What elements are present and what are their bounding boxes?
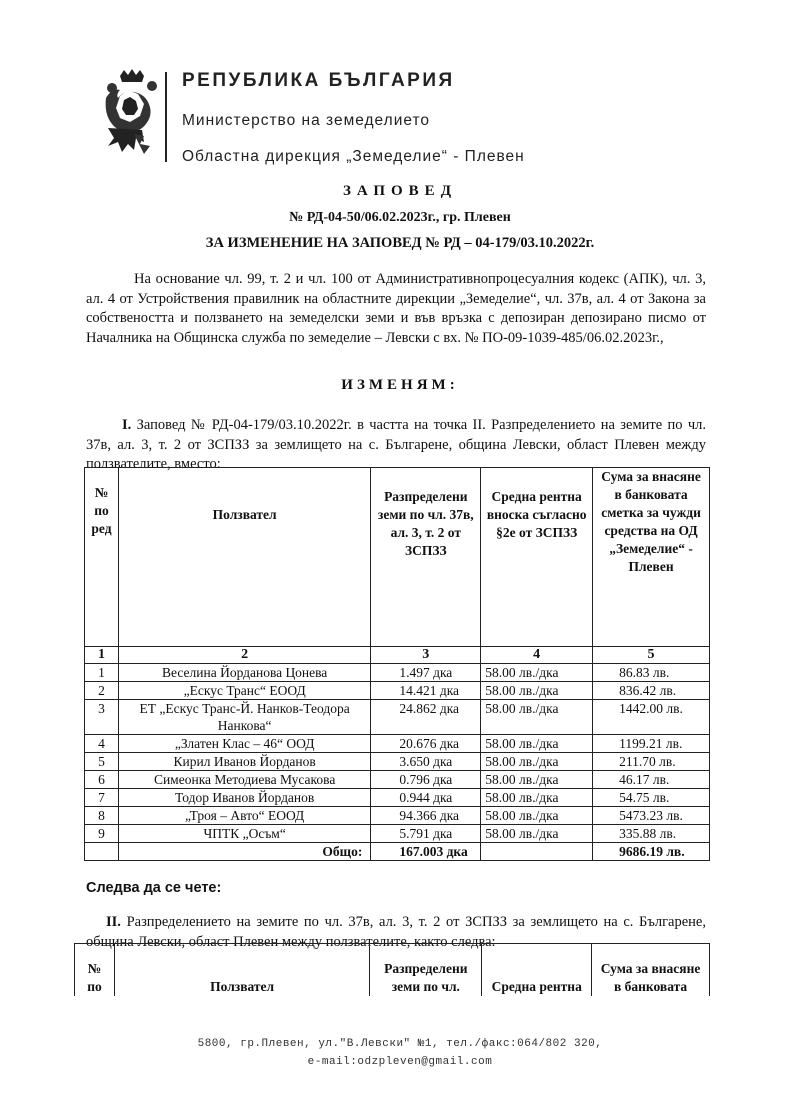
order-number: № РД-04-50/06.02.2023г., гр. Плевен [289,210,511,225]
section-1-paragraph [86,416,706,475]
decision-heading: ИЗМЕНЯМ: [341,377,459,393]
table-row [85,735,710,753]
footer-email: e-mail:odzpleven@gmail.com [307,1056,493,1068]
preamble-paragraph: На основание чл. 99, т. 2 и чл. 100 от Административнопроцесуалния кодекс (АПК), чл. 3, ал. 4 от Устройствения правилник на областните дирекции „Земеделие“, чл. 37в, ал. 4 от Закона за собствеността и ползването на земеделски земи и във връзка с депозиран депозирано писмо от Началника на Общинска служба по земеделие – Левски с вх. № ПО-09-1039-485/06.02.2023г., [86,271,706,346]
col-number: 4 [481,647,593,664]
col-number: 3 [371,647,481,664]
total-area: 167.003 дка [371,843,481,861]
row-rent: 58.00 лв./дка [481,789,593,807]
table-row [85,825,710,843]
letterhead-country: РЕПУБЛИКА БЪЛГАРИЯ [182,70,455,91]
table-row [85,789,710,807]
row-user: ЧПТК „Осъм“ [118,825,370,843]
col-number: 5 [593,647,710,664]
total-label: Общо: [118,843,370,861]
total-sum: 9686.19 лв. [593,843,710,861]
letterhead-divider [165,72,167,162]
row-no: 5 [85,753,119,771]
total-empty-cell [481,843,593,861]
row-area: 3.650 дка [371,753,481,771]
table-row [85,700,710,735]
letterhead-directorate: Областна дирекция „Земеделие“ - Плевен [182,148,525,165]
col-header-area: Разпределени земи по чл. [370,944,482,997]
section-1-number: I. [122,417,132,433]
row-area: 0.944 дка [371,789,481,807]
row-area: 0.796 дка [371,771,481,789]
order-subject: ЗА ИЗМЕНЕНИЕ НА ЗАПОВЕД № РД – 04-179/03.10.2022г. [205,235,595,251]
col-header-user: Ползвател [118,468,370,647]
row-user: Тодор Иванов Йорданов [118,789,370,807]
row-rent: 58.00 лв./дка [481,753,593,771]
col-header-rent: Средна рентна вноска съгласно §2е от ЗСПЗЗ [481,468,593,647]
row-rent: 58.00 лв./дка [481,735,593,753]
row-area: 1.497 дка [371,664,481,682]
row-rent: 58.00 лв./дка [481,682,593,700]
col-number: 1 [85,647,119,664]
row-user: Симеонка Методиева Мусакова [118,771,370,789]
row-no: 7 [85,789,119,807]
row-no: 3 [85,700,119,735]
table-row [85,664,710,682]
row-sum: 211.70 лв. [593,753,710,771]
section-2-text: Разпределението на земите по чл. 37в, ал. 3, т. 2 от ЗСПЗЗ за землището на с. Българене, община Левски, област Плевен между ползвателите, както следва: [86,914,706,950]
coat-of-arms-icon [100,68,172,160]
row-user: „Ескус Транс“ ЕООД [118,682,370,700]
row-rent: 58.00 лв./дка [481,807,593,825]
col-header-sum: Сума за внасяне в банковата сметка за чужди средства на ОД „Земеделие“ - Плевен [593,468,710,647]
order-heading: ЗАПОВЕД [342,183,458,199]
row-user: „Троя – Авто“ ЕООД [118,807,370,825]
col-number: 2 [118,647,370,664]
row-user: Кирил Иванов Йорданов [118,753,370,771]
col-header-rent: Средна рентна [482,944,592,997]
col-header-sum: Сума за внасяне в банковата [592,944,710,997]
allocation-table-old [84,467,710,861]
table-row [85,753,710,771]
row-no: 1 [85,664,119,682]
row-sum: 46.17 лв. [593,771,710,789]
col-header-no: № по [75,944,115,997]
row-sum: 86.83 лв. [593,664,710,682]
row-user: „Златен Клас – 46“ ООД [118,735,370,753]
row-rent: 58.00 лв./дка [481,700,593,735]
total-empty-cell [85,843,119,861]
row-sum: 5473.23 лв. [593,807,710,825]
table-row [85,682,710,700]
row-rent: 58.00 лв./дка [481,825,593,843]
col-header-no: № по ред [85,468,119,647]
row-no: 8 [85,807,119,825]
row-sum: 836.42 лв. [593,682,710,700]
footer-address: 5800, гр.Плевен, ул."В.Левски" №1, тел./факс:064/802 320, [197,1038,603,1050]
row-area: 14.421 дка [371,682,481,700]
total-row [85,843,710,861]
row-rent: 58.00 лв./дка [481,771,593,789]
row-no: 4 [85,735,119,753]
row-user: Веселина Йорданова Цонева [118,664,370,682]
allocation-table-new [74,943,710,996]
letterhead-ministry: Министерство на земеделието [182,112,431,129]
row-sum: 335.88 лв. [593,825,710,843]
col-header-area: Разпределени земи по чл. 37в, ал. 3, т. 2 от ЗСПЗЗ [371,468,481,647]
table-row [85,807,710,825]
col-header-user: Ползвател [114,944,369,997]
row-area: 24.862 дка [371,700,481,735]
row-sum: 1442.00 лв. [593,700,710,735]
row-user: ЕТ „Ескус Транс-Й. Нанков-Теодора Нанкова“ [118,700,370,735]
table-row [85,771,710,789]
row-area: 20.676 дка [371,735,481,753]
row-area: 94.366 дка [371,807,481,825]
section-2-number: II. [106,914,121,930]
follow-label: Следва да се чете: [86,880,222,896]
row-sum: 1199.21 лв. [593,735,710,753]
row-no: 9 [85,825,119,843]
row-sum: 54.75 лв. [593,789,710,807]
row-area: 5.791 дка [371,825,481,843]
section-1-text: Заповед № РД-04-179/03.10.2022г. в частта на точка II. Разпределението на земите по чл. 37в, ал. 3, т. 2 от ЗСПЗЗ за землището на с. Българене, община Левски, област Плевен между ползвателите, вместо: [86,417,707,472]
row-no: 2 [85,682,119,700]
row-no: 6 [85,771,119,789]
row-rent: 58.00 лв./дка [481,664,593,682]
